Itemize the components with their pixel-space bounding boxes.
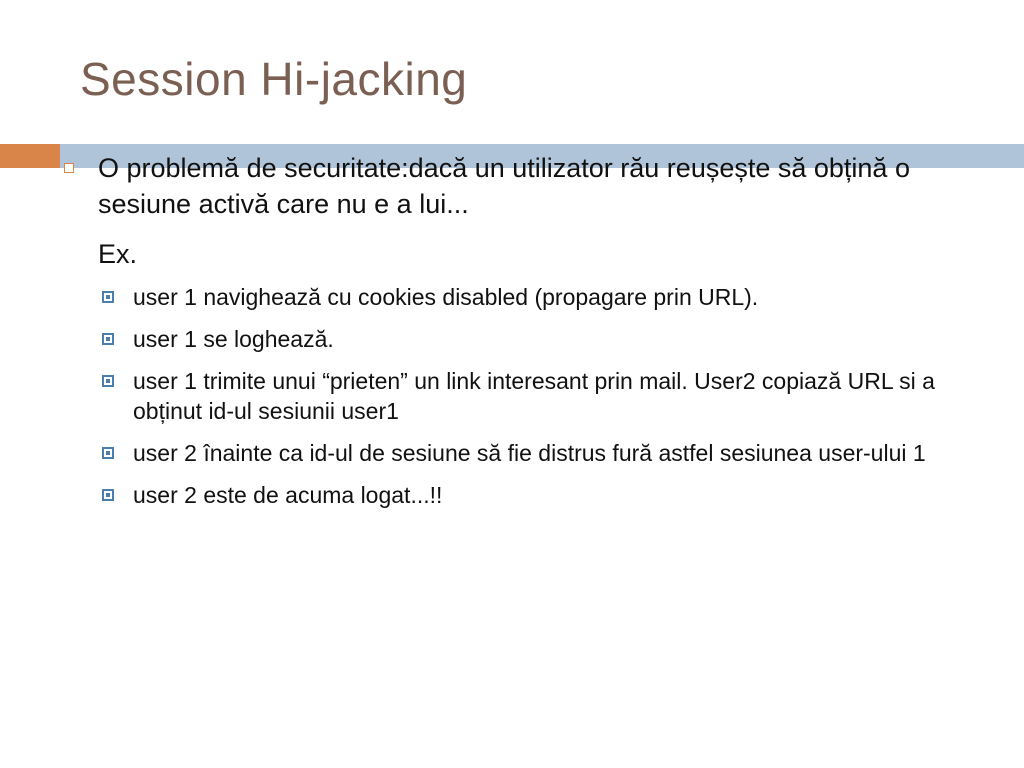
example-label: Ex. xyxy=(98,239,138,269)
sub-bullet-item xyxy=(102,282,994,312)
sub-bullet-item xyxy=(102,480,994,510)
accent-bar-orange xyxy=(0,144,60,168)
filled-square-icon xyxy=(102,366,133,387)
sub-bullet-text: user 1 trimite unui “prieten” un link interesant prin mail. User2 copiază URL si a obținut id-ul sesiunii user1 xyxy=(133,368,935,424)
main-bullet-item xyxy=(64,150,994,222)
slide-title: Session Hi-jacking xyxy=(80,53,468,105)
filled-square-icon xyxy=(102,324,133,345)
sub-bullet-text: user 2 este de acuma logat...!! xyxy=(133,482,443,508)
main-bullet-text: O problemă de securitate:dacă un utilizator rău reușește să obțină o sesiune activă care nu e a lui... xyxy=(98,153,910,219)
sub-bullet-item xyxy=(102,366,994,426)
slide-content xyxy=(64,150,994,522)
sub-bullet-text: user 2 înainte ca id-ul de sesiune să fie distrus fură astfel sesiunea user-ului 1 xyxy=(133,440,926,466)
filled-square-icon xyxy=(102,480,133,501)
filled-square-icon xyxy=(102,282,133,303)
hollow-square-icon xyxy=(64,150,98,173)
filled-square-icon xyxy=(102,438,133,459)
sub-bullet-text: user 1 se loghează. xyxy=(133,326,334,352)
sub-bullet-list xyxy=(102,282,994,510)
sub-bullet-item xyxy=(102,438,994,468)
sub-bullet-item xyxy=(102,324,994,354)
sub-bullet-text: user 1 navighează cu cookies disabled (propagare prin URL). xyxy=(133,284,759,310)
